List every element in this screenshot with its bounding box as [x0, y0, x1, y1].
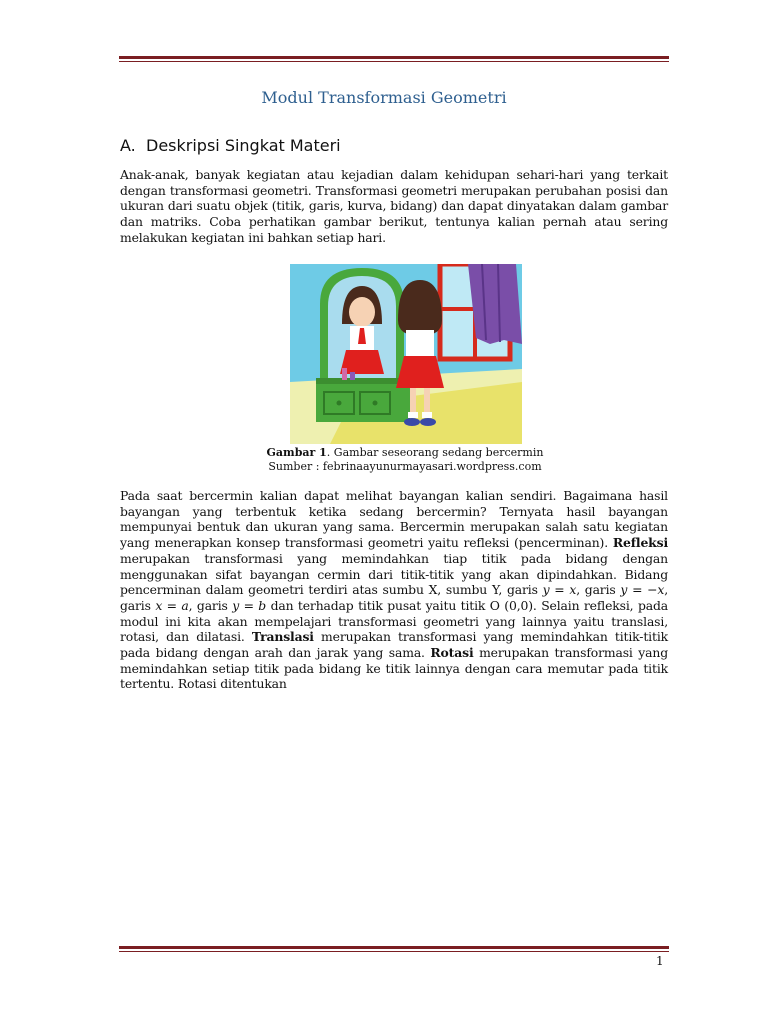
intro-paragraph: Anak-anak, banyak kegiatan atau kejadian dalam kehidupan sehari-hari yang terkait dengan transformasi geometri. Transformasi geometri merupakan perubahan posisi dan ukuran dari suatu objek (titik, garis, kurva, bidang) dan dapat dinyatakan dalam gambar dan matriks. Coba perhatikan gambar berikut, tentunya kalian pernah atau sering melakukan kegiatan ini bahkan setiap hari.	[120, 167, 668, 245]
figure-caption	[0, 446, 768, 474]
section-number: A.	[120, 136, 136, 155]
figure-caption-line	[0, 446, 768, 460]
text-run: merupakan transformasi yang memindahkan setiap titik pada bidang ke titik lainnya dengan cara memutar pada titik tertentu. Rotasi ditentukan	[120, 645, 668, 692]
term-rotasi: Rotasi	[430, 645, 474, 661]
text-run: , garis	[576, 582, 621, 598]
section-heading	[120, 136, 341, 155]
term-translasi: Translasi	[251, 629, 314, 645]
text-run: merupakan transformasi yang memindahkan tiap titik pada bidang dengan menggunakan sifat bayangan cermin dari titik-titik yang akan dipindahkan. Bidang pencerminan dalam geometri terdiri atas sumbu X, sumbu Y, garis	[120, 550, 668, 598]
text-run: dan terhadap titik pusat yaitu titik O (0,0). Selain refleksi, pada modul ini kita akan mempelajari transformasi geometri yang lainnya yaitu translasi, rotasi, dan dilatasi.	[120, 597, 668, 645]
equation: y = x	[542, 582, 577, 598]
footer-rule	[119, 946, 669, 952]
figure-source: Sumber : febrinaayunurmayasari.wordpress.com	[268, 460, 542, 473]
page-number: 1	[656, 954, 664, 968]
term-refleksi: Refleksi	[612, 535, 668, 551]
equation: y = b	[232, 597, 267, 613]
equation: y = −x	[620, 582, 665, 598]
body-paragraph	[120, 488, 668, 692]
text-run: Pada saat bercermin kalian dapat melihat bayangan kalian sendiri. Bagaimana hasil bayangan yang terbentuk ketika sedang bercermin? Ternyata hasil bayangan mempunyai bentuk dan ukuran yang sama. Bercermin merupakan salah satu kegiatan yang menerapkan konsep transformasi geometri yaitu refleksi (pencerminan).	[120, 488, 668, 551]
document-title: Modul Transformasi Geometri	[261, 88, 507, 107]
text-run: merupakan transformasi yang memindahkan titik-titik pada bidang dengan arah dan jarak yang sama.	[120, 629, 668, 661]
header-rule	[119, 56, 669, 62]
figure-caption-text: . Gambar seseorang sedang bercermin	[326, 446, 544, 459]
equation: x = a	[155, 597, 189, 613]
text-run: , garis	[188, 597, 233, 613]
figure-label: Gambar 1	[266, 446, 327, 459]
section-title: Deskripsi Singkat Materi	[146, 136, 341, 155]
mirror-illustration	[290, 264, 522, 444]
girl-mirror-image	[290, 264, 522, 444]
text-run: , garis	[120, 582, 669, 613]
